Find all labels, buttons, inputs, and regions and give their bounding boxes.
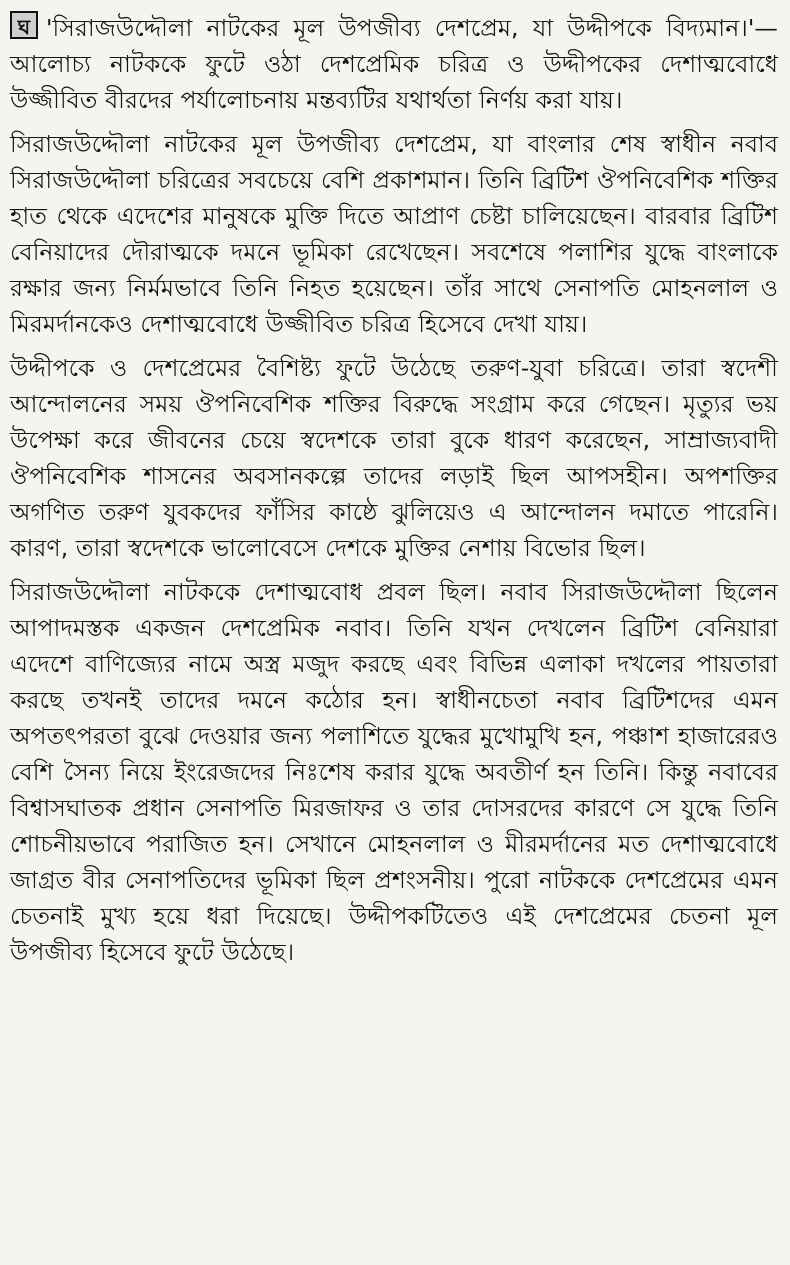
paragraph-text: 'সিরাজউদ্দৌলা নাটকের মূল উপজীব্য দেশপ্রেম, যা উদ্দীপকে বিদ্যমান।'— আলোচ্য নাটককে ফুটে ওঠা দেশপ্রেমিক চরিত্র ও উদ্দীপকের দেশাত্মবোধে উজ্জীবিত বীরদের পর্যালোচনায় মন্তব্যটির যথার্থতা নির্ণয় করা যায়। <box>10 14 778 114</box>
answer-paragraph-3: উদ্দীপকে ও দেশপ্রেমের বৈশিষ্ট্য ফুটে উঠেছে তরুণ-যুবা চরিত্রে। তারা স্বদেশী আন্দোলনের সময় ঔপনিবেশিক শক্তির বিরুদ্ধে সংগ্রাম করে গেছেন। মৃত্যুর ভয় উপেক্ষা করে জীবনের চেয়ে স্বদেশকে তারা বুকে ধারণ করেছেন, সাম্রাজ্যবাদী ঔপনিবেশিক শাসনের অবসানকল্পে তাদের লড়াই ছিল আপসহীন। অপশক্তির অগণিত তরুণ যুবকদের ফাঁসির কাষ্ঠে ঝুলিয়েও এ আন্দোলন দমাতে পারেনি। কারণ, তারা স্বদেশকে ভালোবেসে দেশকে মুক্তির নেশায় বিভোর ছিল। <box>10 354 778 562</box>
answer-paragraph-4: সিরাজউদ্দৌলা নাটককে দেশাত্মবোধ প্রবল ছিল। নবাব সিরাজউদ্দৌলা ছিলেন আপাদমস্তক একজন দেশপ্রেমিক নবাব। তিনি যখন দেখলেন ব্রিটিশ বেনিয়ারা এদেশে বাণিজ্যের নামে অস্ত্র মজুদ করছে এবং বিভিন্ন এলাকা দখলের পায়তারা করছে তখনই তাদের দমনে কঠোর হন। স্বাধীনচেতা নবাব ব্রিটিশদের এমন অপতৎপরতা বুঝে দেওয়ার জন্য পলাশিতে যুদ্ধের মুখোমুখি হন, পঞ্চাশ হাজারেরও বেশি সৈন্য নিয়ে ইংরেজদের নিঃশেষ করার যুদ্ধে অবতীর্ণ হন তিনি। কিন্তু নবাবের বিশ্বাসঘাতক প্রধান সেনাপতি মিরজাফর ও তার দোসরদের কারণে সে যুদ্ধে তিনি শোচনীয়ভাবে পরাজিত হন। সেখানে মোহনলাল ও মীরমর্দানের মত দেশাত্মবোধে জাগ্রত বীর সেনাপতিদের ভূমিকা ছিল প্রশংসনীয়। পুরো নাটককে দেশপ্রেমের এমন চেতনাই মুখ্য হয়ে ধরা দিয়েছে। উদ্দীপকটিতেও এই দেশপ্রেমের চেতনা মূল উপজীব্য হিসেবে ফুটে উঠেছে। <box>10 578 778 966</box>
answer-paragraph-2: সিরাজউদ্দৌলা নাটকের মূল উপজীব্য দেশপ্রেম, যা বাংলার শেষ স্বাধীন নবাব সিরাজউদ্দৌলা চরিত্রের সবচেয়ে বেশি প্রকাশমান। তিনি ব্রিটিশ ঔপনিবেশিক শক্তির হাত থেকে এদেশের মানুষকে মুক্তি দিতে আপ্রাণ চেষ্টা চালিয়েছেন। বারবার ব্রিটিশ বেনিয়াদের দৌরাত্মকে দমনে ভূমিকা রেখেছেন। সবশেষে পলাশির যুদ্ধে বাংলাকে রক্ষার জন্য নির্মমভাবে তিনি নিহত হয়েছেন। তাঁর সাথে সেনাপতি মোহনলাল ও মিরমর্দানকেও দেশাত্মবোধে উজ্জীবিত চরিত্র হিসেবে দেখা যায়। <box>10 130 778 338</box>
answer-paragraph-1 <box>10 10 778 118</box>
answer-label-badge: ঘ <box>10 11 38 39</box>
